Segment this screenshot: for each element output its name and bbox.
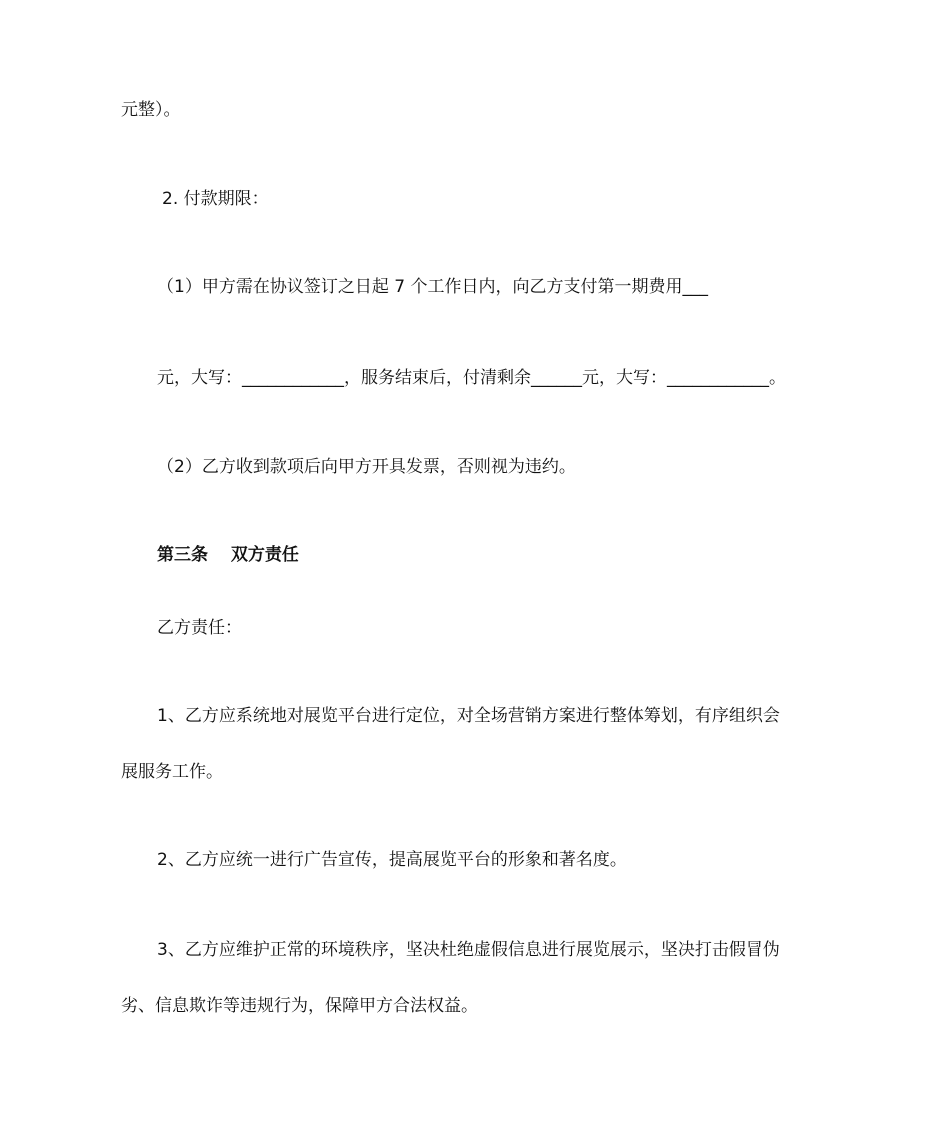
text-line-9: 展服务工作。 <box>121 762 223 782</box>
text-line-3: （1）甲方需在协议签订之日起 7 个工作日内，向乙方支付第一期费用___ <box>157 277 708 297</box>
text-line-12: 劣、信息欺诈等违规行为，保障甲方合法权益。 <box>121 996 478 1016</box>
text-line-10: 2、乙方应统一进行广告宣传，提高展览平台的形象和著名度。 <box>157 850 627 870</box>
text-line-4: 元，大写：____________，服务结束后，付清剩余______元，大写：____________。 <box>157 368 786 388</box>
text-line-1: 元整）。 <box>121 100 181 120</box>
text-line-11: 3、乙方应维护正常的环境秩序，坚决杜绝虚假信息进行展览展示，坚决打击假冒伪 <box>157 940 780 960</box>
section-heading: 第三条 双方责任 <box>157 545 299 565</box>
text-line-7: 乙方责任： <box>157 618 242 638</box>
text-line-2: 2. 付款期限： <box>162 189 269 209</box>
text-line-5: （2）乙方收到款项后向甲方开具发票，否则视为违约。 <box>157 457 576 477</box>
text-line-8: 1、乙方应系统地对展览平台进行定位，对全场营销方案进行整体筹划，有序组织会 <box>157 706 780 726</box>
